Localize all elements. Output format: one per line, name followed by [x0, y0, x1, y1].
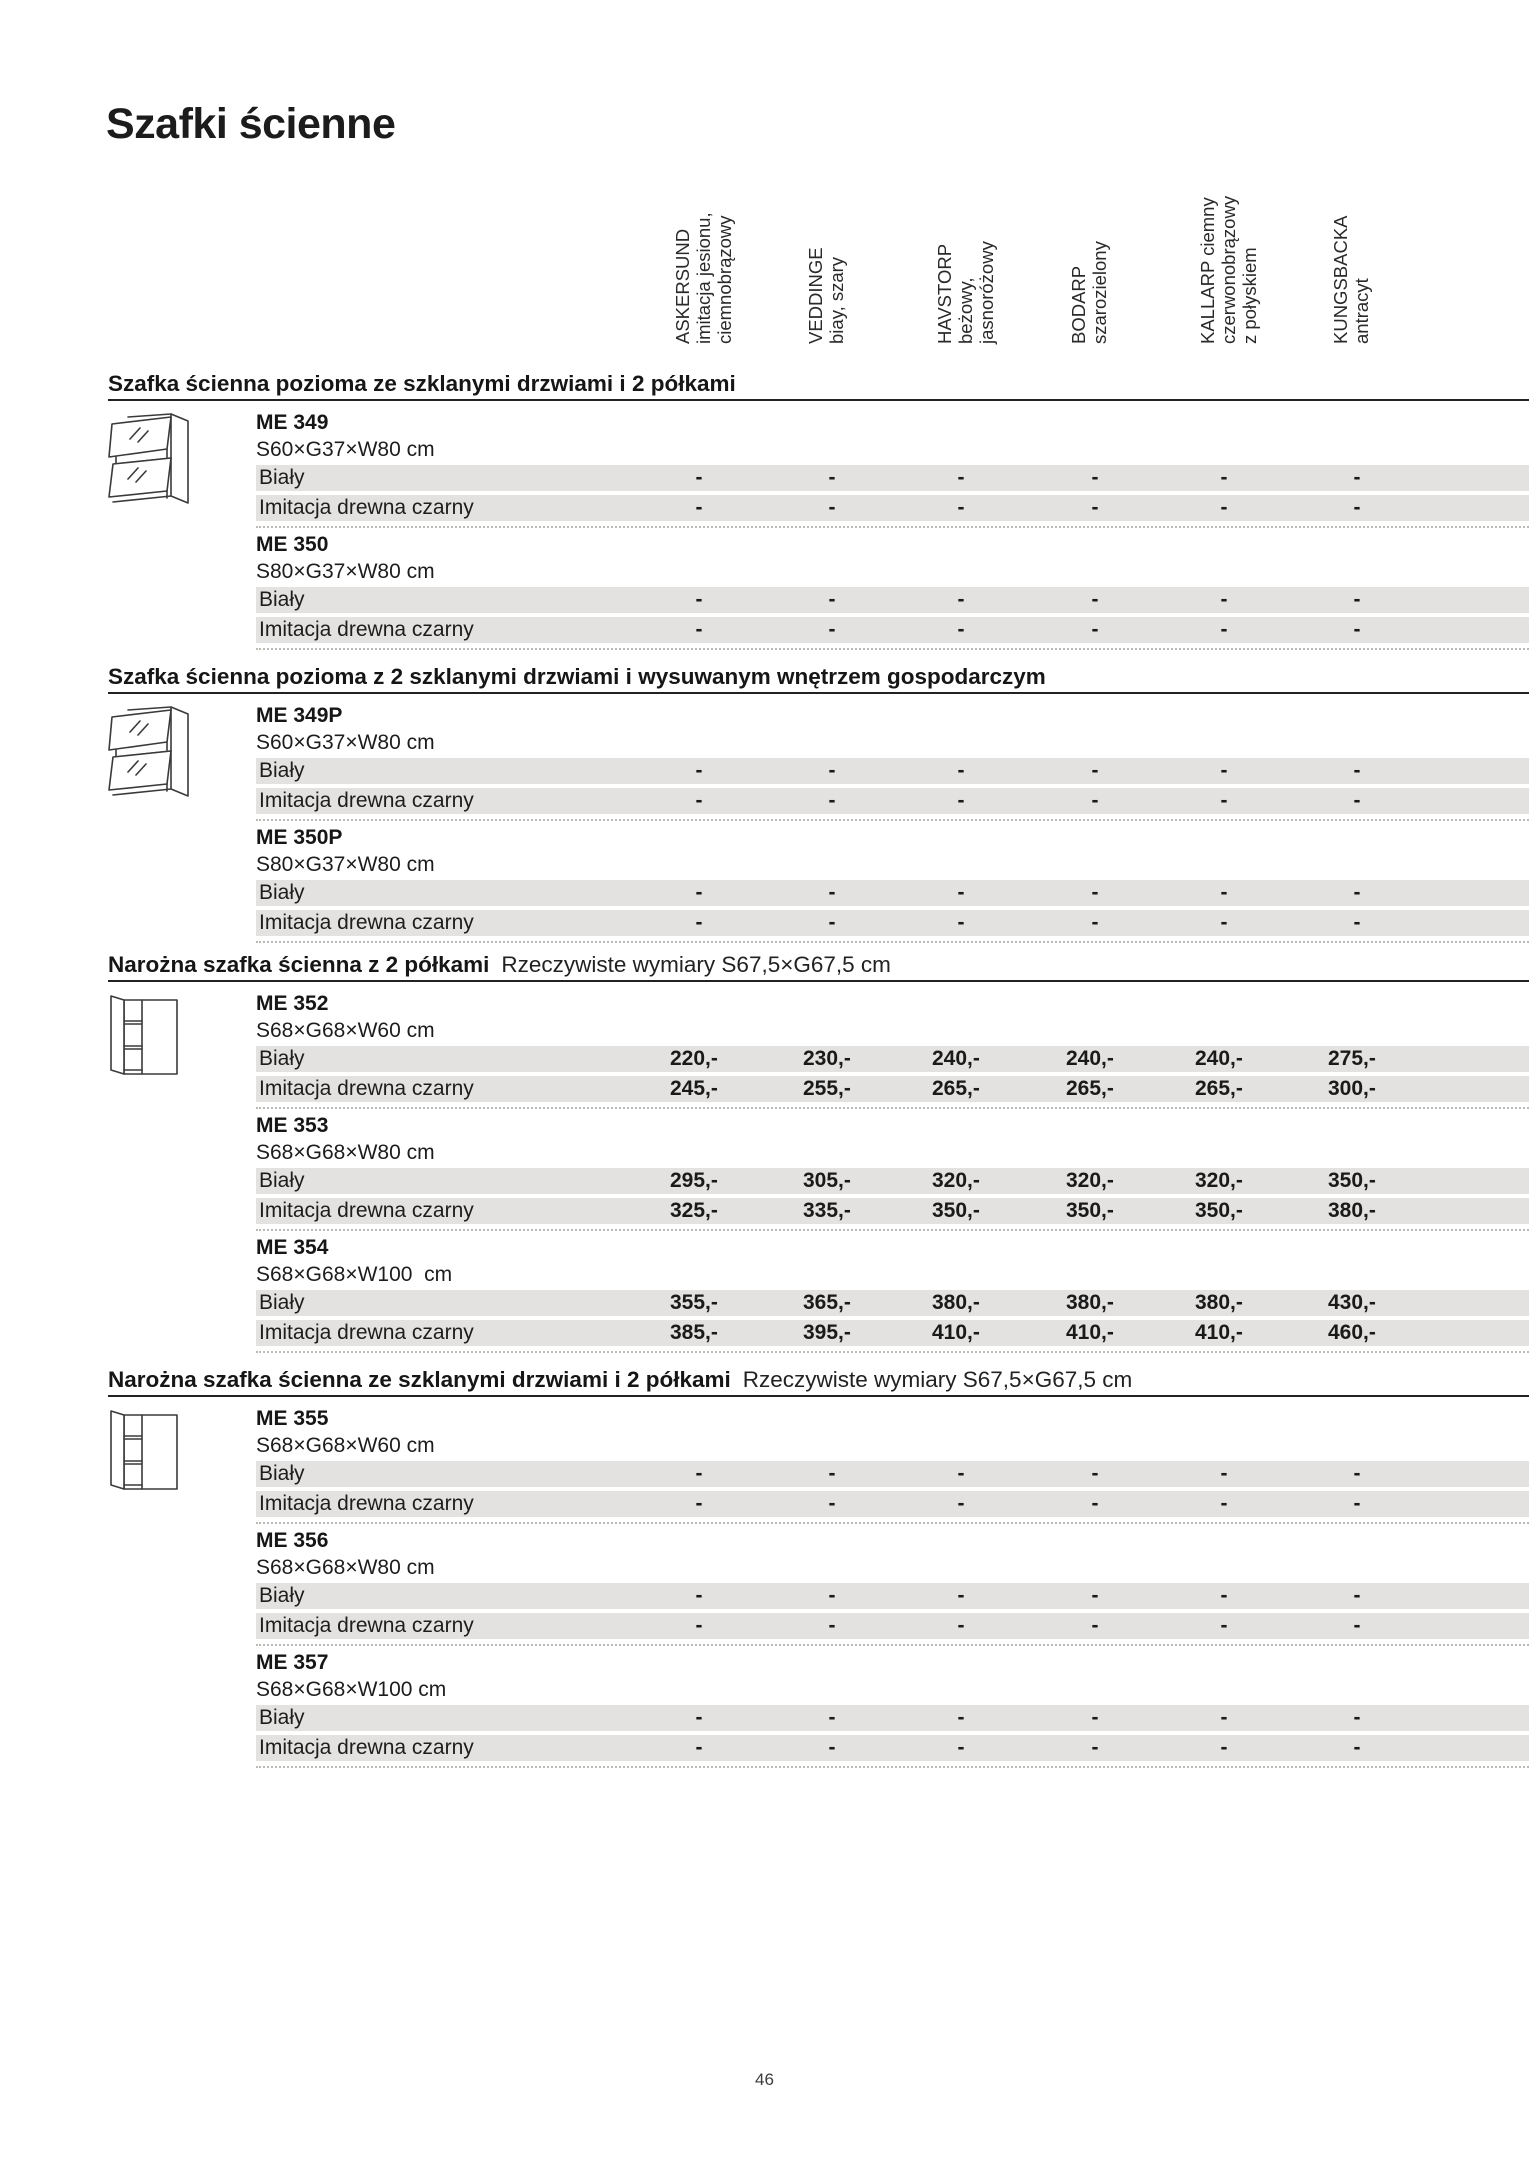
price-dash: -	[695, 466, 703, 489]
product-block	[256, 824, 1529, 943]
price-dash: -	[828, 496, 836, 519]
price-value: 395,-	[803, 1321, 851, 1344]
product-dimensions: S68×G68×W60 cm	[256, 1019, 435, 1042]
section-title	[108, 952, 1529, 978]
price-value: 430,-	[1328, 1291, 1376, 1314]
price-dash: -	[828, 1492, 836, 1515]
price-dash: -	[1091, 618, 1099, 641]
section	[108, 371, 1529, 653]
section-products	[256, 694, 1529, 943]
price-dash: -	[828, 1706, 836, 1729]
price-dash: -	[1353, 759, 1361, 782]
price-dash: -	[695, 1706, 703, 1729]
finish-header-line: czerwonobrązowy	[1218, 195, 1239, 344]
price-dash: -	[695, 1462, 703, 1485]
section-icon	[108, 704, 213, 804]
section-products	[256, 1397, 1529, 1768]
price-dash: -	[1091, 789, 1099, 812]
price-row-label: Biały	[259, 881, 305, 904]
product-dimensions: S68×G68×W80 cm	[256, 1556, 435, 1579]
price-dash: -	[1220, 496, 1228, 519]
section	[108, 1367, 1529, 1771]
price-value: 410,-	[932, 1321, 980, 1344]
price-dash: -	[1091, 1614, 1099, 1637]
price-value: 240,-	[1066, 1047, 1114, 1070]
price-dash: -	[695, 911, 703, 934]
product-block	[256, 1649, 1529, 1768]
section-title	[108, 1367, 1529, 1393]
price-value: 350,-	[1066, 1199, 1114, 1222]
finish-header-line: VEDDINGE	[805, 247, 826, 344]
price-row	[256, 1461, 1529, 1487]
price-row	[256, 1320, 1529, 1346]
price-dash: -	[828, 1462, 836, 1485]
price-dash: -	[828, 466, 836, 489]
finish-header	[1330, 215, 1372, 344]
price-value: 245,-	[670, 1077, 718, 1100]
section-title	[108, 371, 1529, 397]
product-code: ME 357	[256, 1651, 329, 1674]
product-dotted-separator	[256, 526, 1529, 528]
price-dash: -	[1220, 759, 1228, 782]
price-dash: -	[828, 759, 836, 782]
price-row-label: Imitacja drewna czarny	[259, 911, 474, 934]
price-dash: -	[1220, 1706, 1228, 1729]
price-value: 355,-	[670, 1291, 718, 1314]
finish-header	[1068, 241, 1110, 344]
price-dash: -	[695, 1614, 703, 1637]
price-dash: -	[957, 881, 965, 904]
price-dash: -	[828, 588, 836, 611]
price-dash: -	[1091, 759, 1099, 782]
price-row	[256, 495, 1529, 521]
price-row	[256, 617, 1529, 643]
product-dimensions: S80×G37×W80 cm	[256, 560, 435, 583]
price-dash: -	[828, 1584, 836, 1607]
product-code: ME 356	[256, 1529, 329, 1552]
price-dash: -	[828, 911, 836, 934]
price-value: 320,-	[932, 1169, 980, 1192]
page-number: 46	[755, 2070, 774, 2089]
price-row-label: Biały	[259, 1169, 305, 1192]
price-dash: -	[1091, 496, 1099, 519]
product-dotted-separator	[256, 1351, 1529, 1353]
section-subtitle: Rzeczywiste wymiary S67,5×G67,5 cm	[501, 952, 891, 977]
price-dash: -	[957, 1706, 965, 1729]
section-products	[256, 401, 1529, 650]
price-dash: -	[1353, 1614, 1361, 1637]
price-dash: -	[1220, 1492, 1228, 1515]
section-title-text: Narożna szafka ścienna ze szklanymi drzwiami i 2 półkami	[108, 1367, 731, 1392]
price-value: 380,-	[1328, 1199, 1376, 1222]
product-dimensions: S68×G68×W60 cm	[256, 1434, 435, 1457]
price-dash: -	[957, 911, 965, 934]
price-dash: -	[828, 1614, 836, 1637]
finish-header-line: KALLARP ciemny	[1197, 197, 1218, 344]
finish-header-line: biay, szary	[826, 256, 847, 344]
price-row-label: Biały	[259, 1047, 305, 1070]
finish-header-line: jasnoróżowy	[976, 241, 997, 344]
product-block	[256, 409, 1529, 528]
price-dash: -	[1220, 789, 1228, 812]
price-value: 410,-	[1066, 1321, 1114, 1344]
product-code: ME 354	[256, 1236, 329, 1259]
product-dimensions: S80×G37×W80 cm	[256, 853, 435, 876]
product-dotted-separator	[256, 1766, 1529, 1768]
product-dimensions: S60×G37×W80 cm	[256, 438, 435, 461]
price-row-label: Biały	[259, 759, 305, 782]
price-value: 265,-	[932, 1077, 980, 1100]
price-row-label: Biały	[259, 588, 305, 611]
price-dash: -	[695, 789, 703, 812]
section-title-text: Szafka ścienna pozioma ze szklanymi drzwiami i 2 półkami	[108, 371, 736, 396]
price-dash: -	[1353, 1584, 1361, 1607]
product-code: ME 350P	[256, 826, 343, 849]
price-row	[256, 1491, 1529, 1517]
finish-header-line: antracyt	[1351, 278, 1372, 344]
price-dash: -	[1353, 496, 1361, 519]
price-value: 460,-	[1328, 1321, 1376, 1344]
price-row	[256, 1735, 1529, 1761]
price-row	[256, 788, 1529, 814]
price-dash: -	[1353, 789, 1361, 812]
product-dimensions: S68×G68×W100 cm	[256, 1678, 447, 1701]
price-dash: -	[1220, 881, 1228, 904]
price-dash: -	[1091, 1584, 1099, 1607]
product-dotted-separator	[256, 1644, 1529, 1646]
price-row	[256, 758, 1529, 784]
product-dimensions: S68×G68×W100 cm	[256, 1263, 453, 1286]
section-icon	[108, 411, 213, 511]
price-dash: -	[957, 618, 965, 641]
page-title: Szafki ścienne	[106, 100, 396, 148]
price-row-label: Imitacja drewna czarny	[259, 1199, 474, 1222]
section-title-text: Szafka ścienna pozioma z 2 szklanymi drzwiami i wysuwanym wnętrzem gospodarczym	[108, 664, 1046, 689]
price-dash: -	[957, 466, 965, 489]
section	[108, 664, 1529, 946]
price-row	[256, 1613, 1529, 1639]
price-value: 350,-	[1195, 1199, 1243, 1222]
price-value: 240,-	[1195, 1047, 1243, 1070]
product-code: ME 353	[256, 1114, 329, 1137]
price-dash: -	[695, 759, 703, 782]
product-dimensions: S68×G68×W80 cm	[256, 1141, 435, 1164]
corner-wall-cabinet-icon	[108, 992, 193, 1082]
price-dash: -	[1220, 1584, 1228, 1607]
price-value: 265,-	[1195, 1077, 1243, 1100]
price-dash: -	[828, 1736, 836, 1759]
price-dash: -	[1220, 588, 1228, 611]
price-dash: -	[1353, 1736, 1361, 1759]
horizontal-glass-wall-cabinet-icon	[108, 704, 213, 804]
price-dash: -	[1353, 588, 1361, 611]
price-dash: -	[695, 1736, 703, 1759]
product-block	[256, 990, 1529, 1109]
price-row	[256, 1290, 1529, 1316]
product-dimensions: S60×G37×W80 cm	[256, 731, 435, 754]
price-value: 220,-	[670, 1047, 718, 1070]
price-dash: -	[957, 496, 965, 519]
finish-header	[672, 212, 735, 344]
price-row	[256, 1076, 1529, 1102]
price-row-label: Imitacja drewna czarny	[259, 1321, 474, 1344]
price-dash: -	[957, 1614, 965, 1637]
price-row	[256, 1168, 1529, 1194]
price-dash: -	[828, 789, 836, 812]
price-dash: -	[695, 496, 703, 519]
price-value: 275,-	[1328, 1047, 1376, 1070]
price-dash: -	[1091, 1492, 1099, 1515]
product-dotted-separator	[256, 1229, 1529, 1231]
finish-header-line: ciemnobrązowy	[714, 215, 735, 344]
price-row-label: Imitacja drewna czarny	[259, 496, 474, 519]
price-dash: -	[1220, 618, 1228, 641]
price-dash: -	[1220, 1614, 1228, 1637]
price-dash: -	[957, 1736, 965, 1759]
product-dotted-separator	[256, 819, 1529, 821]
product-code: ME 352	[256, 992, 329, 1015]
product-code: ME 349P	[256, 704, 343, 727]
price-dash: -	[1353, 1462, 1361, 1485]
price-value: 325,-	[670, 1199, 718, 1222]
product-dotted-separator	[256, 1107, 1529, 1109]
price-dash: -	[957, 1584, 965, 1607]
product-code: ME 355	[256, 1407, 329, 1430]
finish-header-line: ASKERSUND	[672, 228, 693, 344]
horizontal-glass-wall-cabinet-icon	[108, 411, 213, 511]
price-row	[256, 910, 1529, 936]
price-value: 410,-	[1195, 1321, 1243, 1344]
price-dash: -	[957, 759, 965, 782]
price-dash: -	[957, 1462, 965, 1485]
price-row	[256, 587, 1529, 613]
price-value: 380,-	[1066, 1291, 1114, 1314]
section-subtitle: Rzeczywiste wymiary S67,5×G67,5 cm	[742, 1367, 1133, 1392]
price-value: 350,-	[1328, 1169, 1376, 1192]
price-dash: -	[695, 881, 703, 904]
product-code: ME 350	[256, 533, 329, 556]
price-row	[256, 1198, 1529, 1224]
product-dotted-separator	[256, 1522, 1529, 1524]
price-value: 300,-	[1328, 1077, 1376, 1100]
price-dash: -	[957, 1492, 965, 1515]
product-block	[256, 1527, 1529, 1646]
price-dash: -	[1353, 911, 1361, 934]
section-title	[108, 664, 1529, 690]
finish-header-line: BODARP	[1068, 265, 1089, 344]
corner-wall-cabinet-icon	[108, 1407, 193, 1497]
finish-header	[934, 241, 997, 344]
price-row-label: Imitacja drewna czarny	[259, 618, 474, 641]
price-value: 380,-	[1195, 1291, 1243, 1314]
price-dash: -	[695, 588, 703, 611]
product-block	[256, 1112, 1529, 1231]
price-dash: -	[828, 881, 836, 904]
price-row-label: Imitacja drewna czarny	[259, 1077, 474, 1100]
price-dash: -	[1353, 881, 1361, 904]
price-dash: -	[828, 618, 836, 641]
price-dash: -	[1353, 618, 1361, 641]
finish-header-line: beżowy,	[955, 277, 976, 344]
price-value: 380,-	[932, 1291, 980, 1314]
price-row-label: Biały	[259, 1462, 305, 1485]
price-dash: -	[1091, 1706, 1099, 1729]
section-icon	[108, 1407, 193, 1497]
price-value: 230,-	[803, 1047, 851, 1070]
product-block	[256, 702, 1529, 821]
price-row-label: Imitacja drewna czarny	[259, 1736, 474, 1759]
product-code: ME 349	[256, 411, 329, 434]
product-block	[256, 1234, 1529, 1353]
price-row-label: Imitacja drewna czarny	[259, 789, 474, 812]
price-row-label: Biały	[259, 1291, 305, 1314]
price-dash: -	[957, 789, 965, 812]
price-dash: -	[1091, 911, 1099, 934]
price-dash: -	[1220, 1462, 1228, 1485]
price-dash: -	[1353, 466, 1361, 489]
price-dash: -	[1220, 911, 1228, 934]
section-icon	[108, 992, 193, 1082]
price-value: 295,-	[670, 1169, 718, 1192]
price-value: 365,-	[803, 1291, 851, 1314]
section	[108, 952, 1529, 1356]
finish-header-line: z połyskiem	[1239, 247, 1260, 344]
finish-header-line: imitacja jesionu,	[693, 212, 714, 344]
section-products	[256, 982, 1529, 1353]
product-dotted-separator	[256, 648, 1529, 650]
price-dash: -	[1220, 1736, 1228, 1759]
price-row	[256, 465, 1529, 491]
product-block	[256, 1405, 1529, 1524]
finish-header	[805, 247, 847, 344]
price-value: 335,-	[803, 1199, 851, 1222]
price-dash: -	[1091, 466, 1099, 489]
price-dash: -	[695, 1492, 703, 1515]
price-dash: -	[1353, 1706, 1361, 1729]
price-row-label: Imitacja drewna czarny	[259, 1492, 474, 1515]
product-dotted-separator	[256, 941, 1529, 943]
price-value: 320,-	[1195, 1169, 1243, 1192]
price-value: 320,-	[1066, 1169, 1114, 1192]
finish-header	[1197, 196, 1260, 344]
price-dash: -	[695, 618, 703, 641]
finish-header-line: KUNGSBACKA	[1330, 215, 1351, 344]
product-block	[256, 531, 1529, 650]
price-value: 265,-	[1066, 1077, 1114, 1100]
price-row-label: Imitacja drewna czarny	[259, 1614, 474, 1637]
price-dash: -	[695, 1584, 703, 1607]
finish-header-line: HAVSTORP	[934, 243, 955, 344]
price-row-label: Biały	[259, 1584, 305, 1607]
price-dash: -	[957, 588, 965, 611]
price-value: 350,-	[932, 1199, 980, 1222]
price-value: 240,-	[932, 1047, 980, 1070]
price-row	[256, 1705, 1529, 1731]
price-row	[256, 1046, 1529, 1072]
finish-header-line: szarozielony	[1089, 241, 1110, 344]
price-value: 385,-	[670, 1321, 718, 1344]
price-row-label: Biały	[259, 1706, 305, 1729]
price-dash: -	[1353, 1492, 1361, 1515]
price-row	[256, 1583, 1529, 1609]
price-dash: -	[1091, 881, 1099, 904]
price-row-label: Biały	[259, 466, 305, 489]
section-title-text: Narożna szafka ścienna z 2 półkami	[108, 952, 490, 977]
price-dash: -	[1220, 466, 1228, 489]
price-dash: -	[1091, 1736, 1099, 1759]
price-dash: -	[1091, 1462, 1099, 1485]
price-value: 255,-	[803, 1077, 851, 1100]
price-row	[256, 880, 1529, 906]
price-dash: -	[1091, 588, 1099, 611]
price-value: 305,-	[803, 1169, 851, 1192]
